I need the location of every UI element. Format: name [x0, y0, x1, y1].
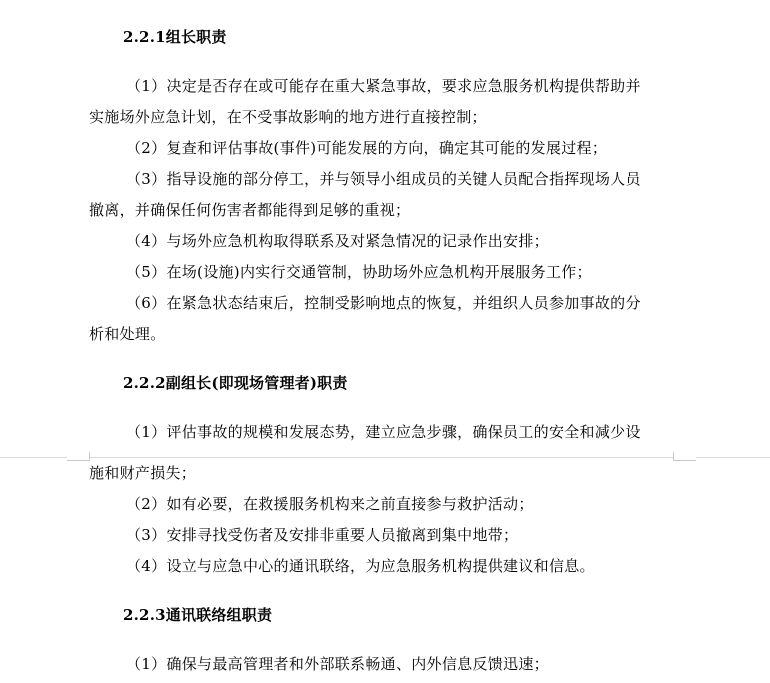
page-break-line	[0, 457, 770, 458]
paragraph-line: （2）复查和评估事故(事件)可能发展的方向，确定其可能的发展过程；	[126, 139, 608, 157]
paragraph-line: （6）在紧急状态结束后，控制受影响地点的恢复，并组织人员参加事故的分	[126, 294, 641, 312]
section-heading-2-2-1: 2.2.1组长职责	[123, 28, 227, 46]
section-heading-2-2-2: 2.2.2副组长(即现场管理者)职责	[123, 374, 348, 392]
paragraph-line: （4）设立与应急中心的通讯联络，为应急服务机构提供建议和信息。	[126, 557, 595, 575]
paragraph-line: （5）在场(设施)内实行交通管制，协助场外应急机构开展服务工作；	[126, 263, 592, 281]
paragraph-line: 撤离，并确保任何伤害者都能得到足够的重视；	[89, 201, 411, 219]
page-corner-mark-right	[673, 452, 696, 461]
paragraph-line: （4）与场外应急机构取得联系及对紧急情况的记录作出安排；	[126, 232, 549, 250]
paragraph-line: （2）如有必要，在救援服务机构来之前直接参与救护活动；	[126, 495, 534, 513]
paragraph-line: 析和处理。	[89, 325, 166, 343]
paragraph-line: （1）确保与最高管理者和外部联系畅通、内外信息反馈迅速；	[126, 655, 549, 673]
paragraph-line: （3）指导设施的部分停工，并与领导小组成员的关键人员配合指挥现场人员	[126, 170, 641, 188]
paragraph-line: （3）安排寻找受伤者及安排非重要人员撤离到集中地带；	[126, 526, 519, 544]
paragraph-line: 实施场外应急计划，在不受事故影响的地方进行直接控制；	[89, 108, 487, 126]
page-corner-mark-left	[67, 452, 90, 461]
paragraph-line: （1）决定是否存在或可能存在重大紧急事故，要求应急服务机构提供帮助并	[126, 77, 641, 95]
paragraph-line: （1）评估事故的规模和发展态势，建立应急步骤，确保员工的安全和减少设	[126, 423, 641, 441]
section-heading-2-2-3: 2.2.3通讯联络组职责	[123, 606, 273, 624]
paragraph-line: 施和财产损失；	[89, 464, 197, 482]
